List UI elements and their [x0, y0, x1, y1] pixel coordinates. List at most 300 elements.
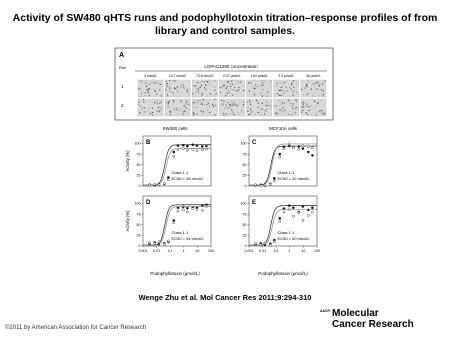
plate-well — [174, 81, 175, 82]
plate-well — [149, 93, 150, 94]
plate-well — [228, 107, 229, 108]
plate-well — [221, 100, 222, 101]
plate-well — [238, 87, 239, 88]
plate-well — [166, 81, 167, 82]
data-point — [307, 151, 309, 153]
plate-well — [306, 103, 307, 104]
plate-well — [260, 109, 261, 110]
data-point — [311, 147, 313, 149]
plate-well — [230, 89, 231, 90]
concentration-label: 1.84 μmol/L — [250, 74, 269, 78]
x-tick-label: 0.01 — [259, 249, 267, 253]
ec50-label: EC50 = 50 nmol/L — [277, 236, 310, 241]
plate-well — [302, 101, 303, 102]
data-point — [186, 207, 188, 209]
data-point — [167, 240, 169, 242]
plate-well — [192, 93, 193, 94]
plate-well — [233, 114, 234, 115]
ec50-label: EC50 = 32 nmol/L — [277, 176, 310, 181]
plate-well — [206, 104, 207, 105]
ec50-label: EC50 = 28 nmol/L — [171, 176, 204, 181]
plate-well — [142, 108, 143, 109]
plate-well — [261, 81, 262, 82]
plate-well — [317, 89, 318, 90]
plate-well — [279, 100, 280, 101]
plate-well — [313, 95, 314, 96]
plate-well — [323, 95, 324, 96]
concentration-label: 73.6 nmol/L — [195, 74, 214, 78]
plate-well — [227, 86, 228, 87]
plate-well — [325, 80, 326, 81]
plate-well — [215, 105, 216, 106]
plate-well — [214, 99, 215, 100]
plate-well — [209, 112, 210, 113]
plate-well — [269, 86, 270, 87]
data-point — [148, 184, 150, 186]
x-tick-label: 1 — [182, 249, 185, 253]
plate-well — [258, 112, 259, 113]
plate-well — [316, 115, 317, 116]
plate-well — [227, 80, 228, 81]
data-point — [288, 143, 290, 145]
plate-well — [174, 108, 175, 109]
ec50-label: EC50 = 54 nmol/L — [171, 236, 204, 241]
plate-well — [267, 108, 268, 109]
plate-well — [278, 82, 279, 83]
plate-well — [207, 81, 208, 82]
plate-well — [148, 107, 149, 108]
plate-well — [198, 88, 199, 89]
plate-well — [168, 106, 169, 107]
data-point — [254, 242, 256, 244]
plate-well — [223, 113, 224, 114]
plate-well — [161, 101, 162, 102]
plate-well — [247, 85, 248, 86]
plate-well — [292, 103, 293, 104]
plate-well — [262, 89, 263, 90]
data-point — [196, 208, 198, 210]
journal-name-line1: Molecular — [332, 308, 379, 319]
plate-well — [223, 115, 224, 116]
plate-well — [282, 85, 283, 86]
plate-well — [308, 110, 309, 111]
y-tick-label: 50 — [136, 162, 141, 167]
plate-well — [223, 105, 224, 106]
plate-well — [240, 81, 241, 82]
plate-well — [303, 110, 304, 111]
plate-well — [304, 88, 305, 89]
plate-well — [202, 104, 203, 105]
plate-well — [303, 102, 304, 103]
y-tick-label: 50 — [242, 162, 247, 167]
plate-well — [140, 88, 141, 89]
plate-well — [305, 112, 306, 113]
plate-well — [223, 101, 224, 102]
plate-well — [231, 109, 232, 110]
plate-well — [321, 100, 322, 101]
plate-well — [249, 100, 250, 101]
plate-well — [289, 111, 290, 112]
y-tick-label: 25 — [136, 233, 141, 238]
plate-well — [279, 90, 280, 91]
plate-well — [266, 93, 267, 94]
plate-well — [175, 88, 176, 89]
data-point — [292, 207, 294, 209]
plate-well — [151, 112, 152, 113]
data-point — [264, 184, 266, 186]
x-tick-label: 100 — [208, 249, 214, 253]
plate-well — [296, 101, 297, 102]
data-point — [158, 184, 160, 186]
plate-well — [311, 83, 312, 84]
plate-well — [287, 88, 288, 89]
y-tick-label: 0 — [138, 244, 141, 249]
data-point — [177, 210, 179, 212]
plate-well — [266, 111, 267, 112]
plate-well — [215, 114, 216, 115]
plate-well — [173, 95, 174, 96]
plate-well — [287, 91, 288, 92]
plate-well — [156, 94, 157, 95]
plate-well — [140, 96, 141, 97]
plate-well — [233, 101, 234, 102]
data-point — [167, 176, 169, 178]
plate-well — [248, 90, 249, 91]
y-tick-label: 100 — [240, 141, 247, 146]
data-point — [192, 144, 194, 146]
plate-well — [270, 105, 271, 106]
plate-well — [177, 91, 178, 92]
plate-well — [317, 82, 318, 83]
plate-well — [144, 95, 145, 96]
plate-well — [152, 112, 153, 113]
concentration-label: 3 nmol/L — [144, 74, 158, 78]
plate-well — [194, 113, 195, 114]
plate-well — [188, 94, 189, 95]
class-label: Class 1.1 — [277, 170, 295, 175]
data-point — [177, 207, 179, 209]
copyright-notice: ©2011 by American Association for Cancer Research — [5, 325, 147, 331]
plate-well — [227, 102, 228, 103]
plate-well — [149, 84, 150, 85]
data-point — [201, 145, 203, 147]
plate-well — [229, 92, 230, 93]
y-tick-label: 0 — [138, 184, 141, 189]
plate-well — [204, 81, 205, 82]
plate-well — [170, 115, 171, 116]
plate-well — [156, 102, 157, 103]
data-point — [260, 244, 262, 246]
plate-well — [195, 91, 196, 92]
plate-well — [214, 87, 215, 88]
plate-well — [279, 95, 280, 96]
data-point — [283, 211, 285, 213]
plate-well — [306, 106, 307, 107]
plate-well — [160, 94, 161, 95]
plate-well — [149, 95, 150, 96]
citation: Wenge Zhu et al. Mol Cancer Res 2011;9:294-310 — [138, 293, 312, 302]
plate-well — [151, 82, 152, 83]
plate-well — [169, 101, 170, 102]
data-point — [148, 242, 150, 244]
conc-header: LOPAC1280 concentration — [204, 64, 258, 69]
plate-well — [255, 86, 256, 87]
y-tick-label: 0 — [244, 244, 247, 249]
plate-well — [262, 109, 263, 110]
plate-well — [322, 84, 323, 85]
y-tick-label: 75 — [136, 212, 141, 217]
plate-well — [262, 83, 263, 84]
plate-well — [263, 85, 264, 86]
concentration-label: 46 μmol/L — [305, 74, 321, 78]
plate-well — [290, 103, 291, 104]
plate-well — [150, 83, 151, 84]
plate-well — [181, 82, 182, 83]
plate-well — [147, 91, 148, 92]
plate-well — [160, 84, 161, 85]
plate-well — [227, 93, 228, 94]
plate-well — [208, 103, 209, 104]
plate-well — [173, 101, 174, 102]
plate-well — [180, 101, 181, 102]
plate-well — [204, 87, 205, 88]
plate-well — [159, 110, 160, 111]
plate-well — [284, 103, 285, 104]
data-point — [260, 184, 262, 186]
plate-well — [311, 81, 312, 82]
y-tick-label: 100 — [240, 201, 247, 206]
plate-well — [144, 80, 145, 81]
plate-well — [173, 80, 174, 81]
plate-well — [274, 105, 275, 106]
plate-well — [243, 104, 244, 105]
data-point — [302, 145, 304, 147]
plate-well — [233, 112, 234, 113]
plate-well — [293, 87, 294, 88]
plate-well — [159, 103, 160, 104]
plate-well — [288, 114, 289, 115]
plate-well — [205, 84, 206, 85]
plate-well — [243, 112, 244, 113]
plate-well — [291, 88, 292, 89]
plate-well — [276, 113, 277, 114]
plate-well — [251, 111, 252, 112]
plate-well — [146, 82, 147, 83]
plate-well — [308, 81, 309, 82]
plate-well — [168, 103, 169, 104]
plate-well — [184, 88, 185, 89]
plate-well — [159, 84, 160, 85]
plate-well — [317, 103, 318, 104]
plate-well — [197, 100, 198, 101]
plate-well — [203, 99, 204, 100]
aacr-logo-icon: AACR — [320, 309, 330, 313]
plate-well — [212, 87, 213, 88]
plate-well — [141, 84, 142, 85]
data-point — [201, 149, 203, 151]
plate-well — [228, 90, 229, 91]
plate-well — [275, 93, 276, 94]
plate-well — [284, 110, 285, 111]
plate-well — [152, 107, 153, 108]
panel-letter: D — [146, 200, 151, 206]
plate-well — [247, 112, 248, 113]
plate-well — [289, 95, 290, 96]
data-point — [186, 145, 188, 147]
plate-well — [270, 108, 271, 109]
journal-logo — [320, 309, 416, 335]
plate-well — [306, 85, 307, 86]
plate-well — [140, 81, 141, 82]
plate-well — [160, 95, 161, 96]
plate-well — [158, 82, 159, 83]
data-point — [288, 208, 290, 210]
plate-well — [161, 100, 162, 101]
plate-well — [183, 114, 184, 115]
data-point — [292, 147, 294, 149]
plate-well — [182, 112, 183, 113]
plate-well — [205, 81, 206, 82]
data-point — [273, 180, 275, 182]
plate-well — [243, 90, 244, 91]
plate-well — [260, 114, 261, 115]
plate-well — [281, 90, 282, 91]
plate-well — [236, 94, 237, 95]
plate-well — [322, 90, 323, 91]
panel-letter: E — [252, 200, 257, 206]
plate-well — [259, 84, 260, 85]
plate-well — [185, 103, 186, 104]
plate-well — [196, 88, 197, 89]
data-point — [279, 217, 281, 219]
plate-well — [323, 90, 324, 91]
plate-well — [293, 111, 294, 112]
plate-well — [145, 92, 146, 93]
plate-well — [307, 106, 308, 107]
plate-well — [301, 102, 302, 103]
plate-well — [224, 114, 225, 115]
plate-well — [318, 102, 319, 103]
plate-well — [233, 90, 234, 91]
plate-well — [306, 84, 307, 85]
plate-image — [138, 80, 163, 97]
plate-well — [316, 83, 317, 84]
figure — [113, 46, 337, 278]
plate-well — [242, 107, 243, 108]
class-label: Class 1.1 — [171, 170, 189, 175]
plate-well — [282, 109, 283, 110]
plate-well — [179, 110, 180, 111]
plate-well — [201, 104, 202, 105]
plate-well — [200, 87, 201, 88]
plate-well — [255, 114, 256, 115]
plate-well — [170, 90, 171, 91]
y-tick-label: 0 — [244, 184, 247, 189]
plate-well — [296, 99, 297, 100]
plate-well — [233, 104, 234, 105]
plate-well — [177, 81, 178, 82]
plate-well — [201, 85, 202, 86]
y-tick-label: 25 — [136, 173, 141, 178]
plate-well — [316, 89, 317, 90]
plate-well — [183, 85, 184, 86]
data-point — [269, 244, 271, 246]
plate-well — [212, 104, 213, 105]
plate-well — [291, 114, 292, 115]
data-point — [298, 148, 300, 150]
data-point — [196, 150, 198, 152]
journal-name — [332, 308, 414, 330]
plate-well — [238, 81, 239, 82]
plate-well — [314, 101, 315, 102]
plate-image — [247, 99, 272, 116]
plate-well — [147, 89, 148, 90]
plate-well — [167, 94, 168, 95]
data-point — [182, 148, 184, 150]
x-tick-label: 0.001 — [244, 249, 254, 253]
plate-well — [167, 103, 168, 104]
plate-well — [155, 101, 156, 102]
plate-well — [306, 113, 307, 114]
y-tick-label: 75 — [136, 152, 141, 157]
plate-well — [281, 82, 282, 83]
plate-well — [268, 84, 269, 85]
plate-well — [221, 104, 222, 105]
y-tick-label: 75 — [242, 152, 247, 157]
plate-well — [282, 102, 283, 103]
plate-well — [232, 84, 233, 85]
plate-well — [231, 101, 232, 102]
plate-well — [236, 91, 237, 92]
plate-well — [154, 82, 155, 83]
plate-well — [291, 106, 292, 107]
plate-well — [147, 110, 148, 111]
plate-well — [281, 87, 282, 88]
plate-well — [323, 114, 324, 115]
x-tick-label: 0.1 — [273, 249, 279, 253]
plate-well — [177, 87, 178, 88]
plate-well — [254, 95, 255, 96]
figure-title: Activity of SW480 qHTS runs and podophyllotoxin titration–response profiles of from library and control samples. — [12, 12, 438, 37]
plate-well — [207, 82, 208, 83]
plate-well — [186, 91, 187, 92]
plate-well — [219, 87, 220, 88]
plate-well — [188, 109, 189, 110]
plate-well — [206, 101, 207, 102]
plate-well — [157, 103, 158, 104]
plate-well — [159, 89, 160, 90]
plate-well — [199, 100, 200, 101]
plate-well — [138, 104, 139, 105]
plate-well — [262, 103, 263, 104]
data-point — [283, 148, 285, 150]
plate-well — [250, 82, 251, 83]
plate-well — [296, 83, 297, 84]
data-point — [302, 219, 304, 221]
plate-well — [167, 95, 168, 96]
data-point — [302, 205, 304, 207]
plate-well — [216, 93, 217, 94]
plate-well — [213, 99, 214, 100]
plate-well — [188, 103, 189, 104]
plate-well — [140, 106, 141, 107]
plate-well — [209, 80, 210, 81]
plate-well — [225, 95, 226, 96]
plate-well — [283, 90, 284, 91]
plate-well — [197, 102, 198, 103]
data-point — [186, 149, 188, 151]
concentration-label: 0.37 μmol/L — [223, 74, 241, 78]
